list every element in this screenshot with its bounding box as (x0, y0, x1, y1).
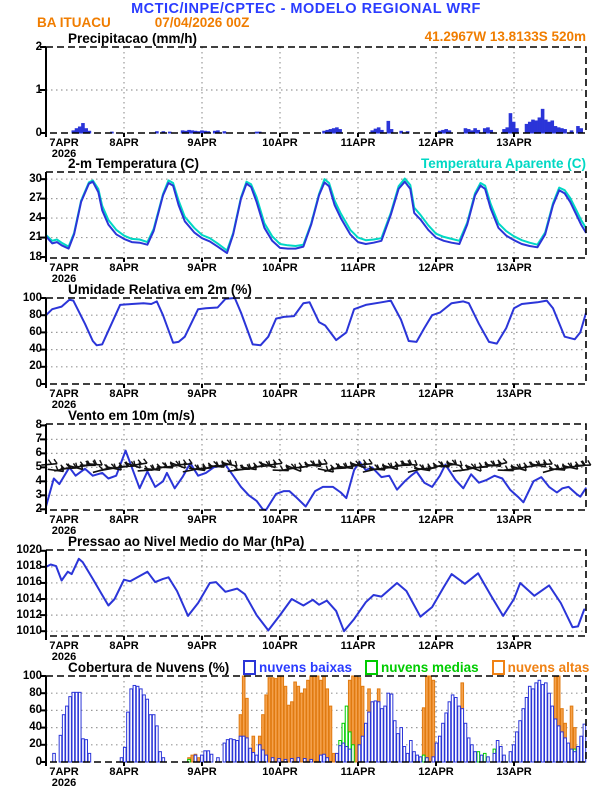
cloud-legend (243, 660, 589, 675)
x-tick-label: 11APR (340, 640, 376, 652)
legend-label-nuvens-medias: nuvens medias (381, 660, 479, 675)
x-tick-label: 7APR (49, 766, 79, 778)
y-tick-label: 1018 (16, 560, 42, 573)
umidade-relativa-line (46, 298, 586, 345)
x-tick-label: 10APR (262, 514, 298, 526)
y-tick-label: 0 (35, 755, 42, 768)
x-tick-label: 10APR (262, 640, 298, 652)
x-tick-label: 10APR (262, 262, 298, 274)
x-tick-label: 10APR (262, 137, 298, 149)
panel-vento-chart (40, 424, 591, 514)
x-tick-label: 8APR (109, 640, 139, 652)
x-tick-label: 12APR (418, 262, 454, 274)
y-tick-label: 60 (29, 325, 42, 338)
x-tick-label: 11APR (340, 137, 376, 149)
x-tick-label: 9APR (187, 766, 217, 778)
nuvens-baixas-swatch-icon (243, 660, 256, 675)
x-tick-label: 8APR (109, 514, 139, 526)
panel-title-temperatura: 2-m Temperatura (C) (68, 156, 200, 171)
y-tick-label: 1010 (16, 624, 42, 637)
y-tick-label: 5 (35, 460, 42, 473)
x-tick-label: 13APR (496, 137, 532, 149)
y-tick-label: 24 (29, 211, 42, 224)
x-axis-year-label: 2026 (51, 651, 77, 663)
x-tick-label: 12APR (418, 137, 454, 149)
station-name: BA ITUACU (37, 15, 111, 30)
y-tick-label: 20 (29, 360, 42, 373)
y-tick-label: 1020 (16, 544, 42, 557)
legend-item-nuvens-medias (365, 660, 479, 675)
y-tick-label: 80 (29, 686, 42, 699)
y-tick-label: 3 (35, 488, 42, 501)
y-tick-label: 80 (29, 308, 42, 321)
x-tick-label: 7APR (49, 640, 79, 652)
legend-item-nuvens-altas (492, 660, 590, 675)
x-tick-label: 8APR (109, 388, 139, 400)
y-tick-label: 40 (29, 343, 42, 356)
legend-item-nuvens-baixas (243, 660, 352, 675)
y-tick-label: 100 (22, 669, 42, 682)
panel-umidade-relativa-chart (40, 298, 586, 388)
x-tick-label: 7APR (49, 514, 79, 526)
x-tick-label: 9APR (187, 640, 217, 652)
y-tick-label: 7 (35, 432, 42, 445)
y-tick-label: 27 (29, 192, 42, 205)
y-tick-label: 4 (35, 474, 42, 487)
y-tick-label: 40 (29, 721, 42, 734)
x-axis-year-label: 2026 (51, 525, 77, 537)
run-datetime: 07/04/2026 00Z (154, 15, 250, 30)
x-tick-label: 7APR (49, 262, 79, 274)
x-tick-label: 10APR (262, 388, 298, 400)
x-tick-label: 11APR (340, 514, 376, 526)
panel-title-precipitacao: Precipitacao (mm/h) (68, 31, 198, 46)
y-tick-label: 100 (22, 291, 42, 304)
x-axis-year-label: 2026 (51, 399, 77, 411)
x-tick-label: 8APR (109, 766, 139, 778)
panel-title-pressao: Pressao ao Nivel Medio do Mar (hPa) (68, 534, 305, 549)
x-tick-label: 7APR (49, 137, 79, 149)
y-tick-label: 1012 (16, 608, 42, 621)
x-tick-label: 8APR (109, 262, 139, 274)
x-tick-label: 9APR (187, 137, 217, 149)
x-tick-label: 11APR (340, 262, 376, 274)
x-tick-label: 8APR (109, 137, 139, 149)
x-tick-label: 13APR (496, 388, 532, 400)
y-tick-label: 1014 (16, 592, 42, 605)
x-tick-label: 9APR (187, 262, 217, 274)
x-tick-label: 10APR (262, 766, 298, 778)
panel-title-nuvens: Cobertura de Nuvens (%) (68, 660, 230, 675)
panel-title-vento: Vento em 10m (m/s) (68, 408, 195, 423)
y-tick-label: 2 (35, 40, 42, 53)
temperatura-line (46, 182, 586, 253)
panel-title-umidade: Umidade Relativa em 2m (%) (68, 282, 252, 297)
panel-precipitacao-chart (40, 47, 586, 137)
x-tick-label: 13APR (496, 514, 532, 526)
y-tick-label: 6 (35, 446, 42, 459)
panel-temperatura-chart (40, 172, 586, 262)
y-tick-label: 1016 (16, 576, 42, 589)
x-axis-year-label: 2026 (51, 148, 77, 160)
panel-nuvens-baixas-chart (40, 676, 586, 766)
pressao-line (46, 559, 584, 631)
y-tick-label: 30 (29, 172, 42, 185)
x-tick-label: 12APR (418, 766, 454, 778)
x-tick-label: 13APR (496, 262, 532, 274)
x-axis-year-label: 2026 (51, 777, 77, 789)
y-tick-label: 18 (29, 250, 42, 263)
x-tick-label: 11APR (340, 388, 376, 400)
station-coords: 41.2967W 13.8133S 520m (424, 29, 586, 44)
nuvens-altas-swatch-icon (492, 660, 505, 675)
precipitacao-bars (72, 109, 582, 133)
x-tick-label: 7APR (49, 388, 79, 400)
y-tick-label: 60 (29, 703, 42, 716)
x-tick-label: 9APR (187, 514, 217, 526)
y-tick-label: 0 (35, 126, 42, 139)
y-tick-label: 20 (29, 738, 42, 751)
panel-pressao-chart (40, 550, 586, 640)
page-title: MCTIC/INPE/CPTEC - MODELO REGIONAL WRF (131, 1, 481, 17)
y-tick-label: 1 (35, 83, 42, 96)
legend-label-nuvens-altas: nuvens altas (507, 660, 590, 675)
x-tick-label: 11APR (340, 766, 376, 778)
y-tick-label: 8 (35, 418, 42, 431)
x-tick-label: 13APR (496, 766, 532, 778)
x-axis-year-label: 2026 (51, 273, 77, 285)
x-tick-label: 12APR (418, 514, 454, 526)
legend-label-nuvens-baixas: nuvens baixas (259, 660, 353, 675)
y-tick-label: 21 (29, 231, 42, 244)
y-tick-label: 0 (35, 377, 42, 390)
x-tick-label: 13APR (496, 640, 532, 652)
x-tick-label: 12APR (418, 640, 454, 652)
y-tick-label: 2 (35, 502, 42, 515)
legend-temperatura-aparente: Temperatura Aparente (C) (420, 156, 586, 171)
x-tick-label: 12APR (418, 388, 454, 400)
nuvens-medias-swatch-icon (365, 660, 378, 675)
x-tick-label: 9APR (187, 388, 217, 400)
